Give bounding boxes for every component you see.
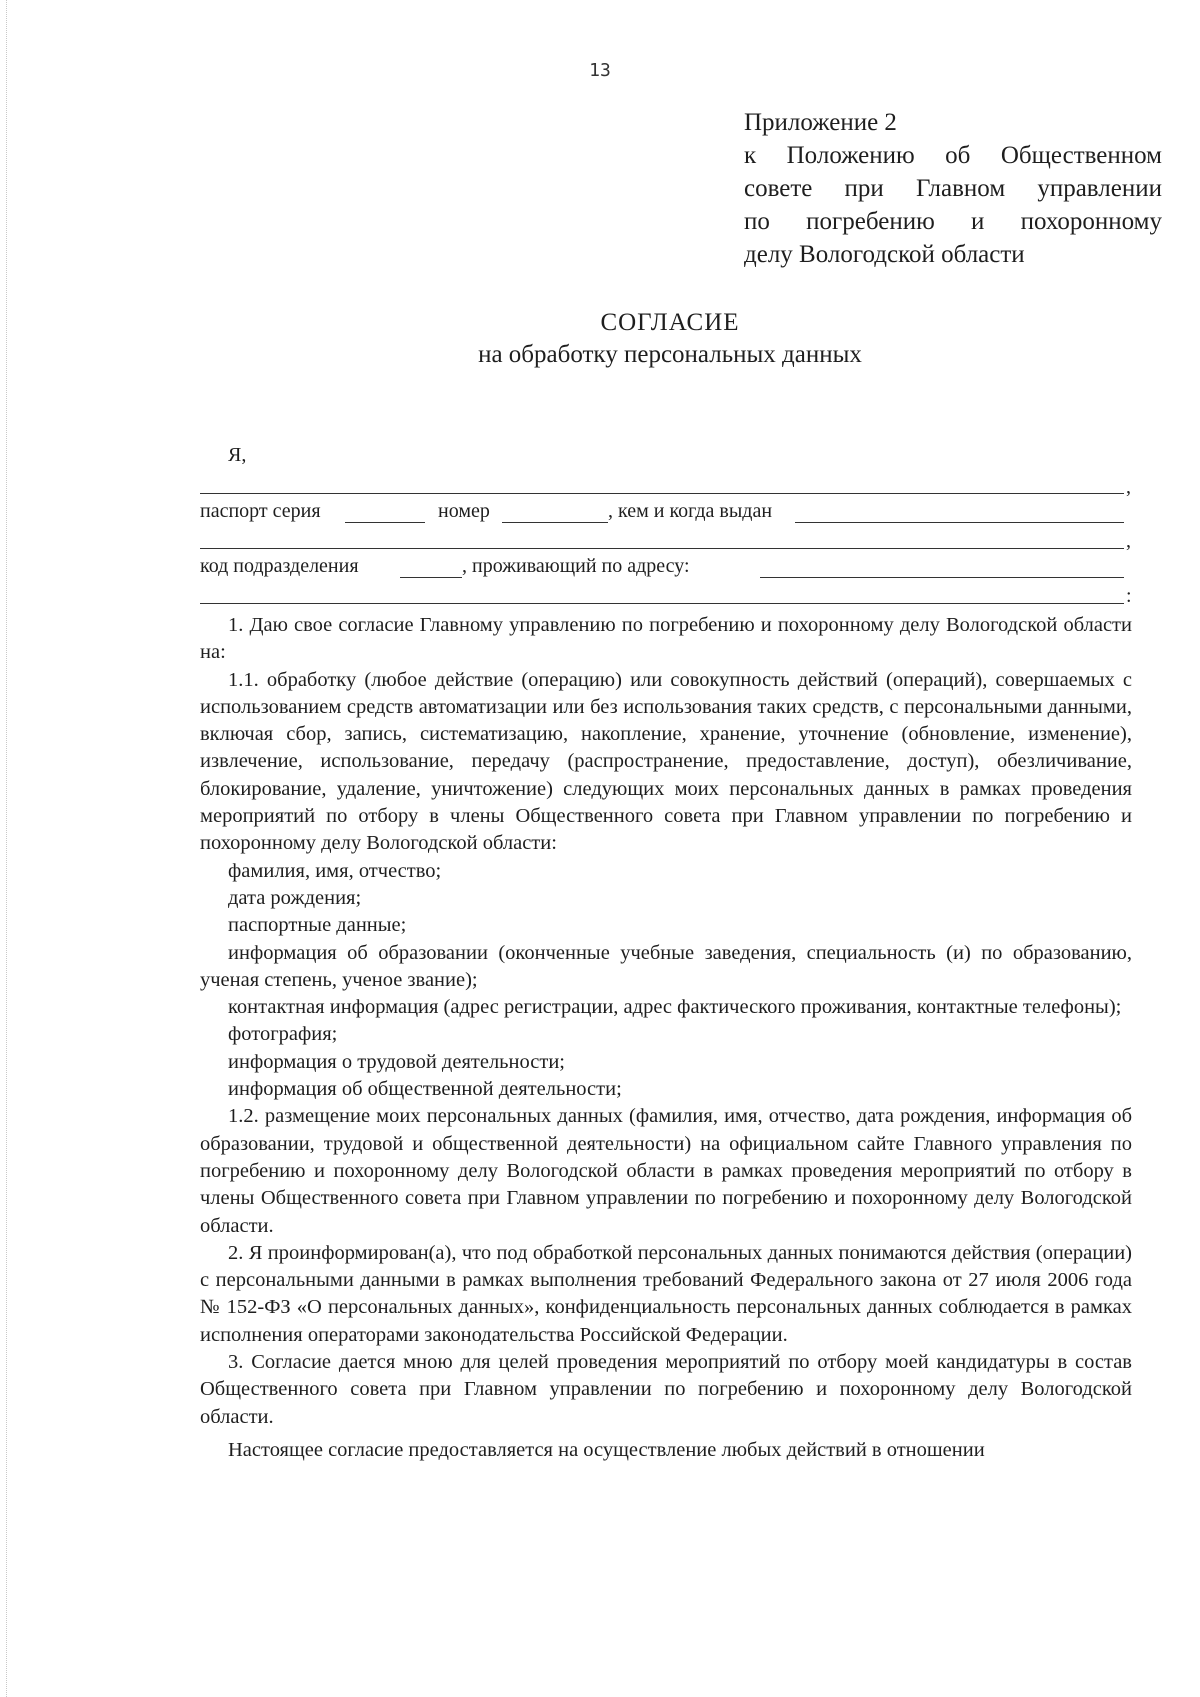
list-item: фотография; <box>228 1023 338 1046</box>
list-item: информация об образовании (оконченные учебные заведения, специальность (и) по образованию, ученая степень, ученое звание); <box>200 941 1132 991</box>
paragraph-1-1: 1.1. обработку (любое действие (операцию) или совокупность действий (операций), совершаемых с использованием средств автоматизации или без использования таких средств, с персональными данными, включая сбор, запись, систематизацию, накопление, хранение, уточнение (обновление, изменение), извлечение, использование, передачу (распространение, предоставление, доступ), обезличивание, блокирование, удаление, уничтожение) следующих моих персональных данных в рамках проведения мероприятий по отбору в члены Общественного совета при Главном управлении по погребению и похоронному делу Вологодской области: <box>200 668 1132 855</box>
list-item: информация об общественной деятельности; <box>228 1078 622 1101</box>
appendix-line: делу Вологодской области <box>744 241 1025 268</box>
paragraph-2: 2. Я проинформирован(а), что под обработкой персональных данных понимаются действия (операции) с персональными данными в рамках выполнения требований Федерального закона от 27 июля 2006 года № 152-ФЗ «О персональных данных», конфиденциальность персональных данных соблюдается в рамках исполнения операторами законодательства Российской Федерации. <box>200 1241 1132 1346</box>
list-item: фамилия, имя, отчество; <box>228 859 442 882</box>
appendix-line: к Положению об Общественном <box>744 142 1162 169</box>
residing-label: , проживающий по адресу: <box>462 555 690 577</box>
passport-issued-label: , кем и когда выдан <box>608 500 773 522</box>
passport-issued-line-2[interactable] <box>200 548 1124 549</box>
page-number: 13 <box>589 60 611 81</box>
passport-issued-comma: , <box>1126 530 1131 552</box>
passport-series-line[interactable] <box>345 522 425 523</box>
full-name-line[interactable] <box>200 493 1124 494</box>
title-main: СОГЛАСИЕ <box>600 309 740 336</box>
full-name-comma: , <box>1126 476 1131 498</box>
address-colon: : <box>1126 585 1132 607</box>
appendix-line: по погребению и похоронному <box>744 208 1162 235</box>
appendix-reference <box>744 106 1162 271</box>
passport-series-label: паспорт серия <box>200 500 321 522</box>
document-title <box>0 307 1200 371</box>
appendix-line: совете при Главном управлении <box>744 175 1162 202</box>
passport-number-label: номер <box>438 500 490 522</box>
title-sub: на обработку персональных данных <box>478 341 862 368</box>
list-item: паспортные данные; <box>228 914 407 937</box>
scan-margin-artifact <box>6 0 7 1697</box>
subdivision-code-line[interactable] <box>400 577 462 578</box>
address-line[interactable] <box>760 577 1124 578</box>
list-item: дата рождения; <box>228 886 362 909</box>
appendix-line: Приложение 2 <box>744 109 897 136</box>
paragraph-final: Настоящее согласие предоставляется на осуществление любых действий в отношении <box>228 1438 985 1461</box>
paragraph-1: 1. Даю свое согласие Главному управлению по погребению и похоронному делу Вологодской области на: <box>200 614 1132 664</box>
passport-number-line[interactable] <box>502 522 608 523</box>
subdivision-code-label: код подразделения <box>200 555 359 577</box>
address-line-2[interactable] <box>200 603 1124 604</box>
consent-body <box>200 612 1132 1464</box>
list-item: контактная информация (адрес регистрации, адрес фактического проживания, контактные телефоны); <box>228 996 1122 1019</box>
list-item: информация о трудовой деятельности; <box>228 1050 565 1073</box>
passport-issued-line[interactable] <box>795 522 1124 523</box>
form-ya-label: Я, <box>228 444 247 466</box>
paragraph-1-2: 1.2. размещение моих персональных данных (фамилия, имя, отчество, дата рождения, информация об образовании, трудовой и общественной деятельности) на официальном сайте Главного управления по погребению и похоронному делу Вологодской области в рамках проведения мероприятий по отбору в члены Общественного совета при Главном управлении по погребению и похоронному делу Вологодской области. <box>200 1105 1132 1237</box>
paragraph-3: 3. Согласие дается мною для целей проведения мероприятий по отбору моей кандидатуры в состав Общественного совета при Главном управлении по погребению и похоронному делу Вологодской области. <box>200 1351 1132 1428</box>
